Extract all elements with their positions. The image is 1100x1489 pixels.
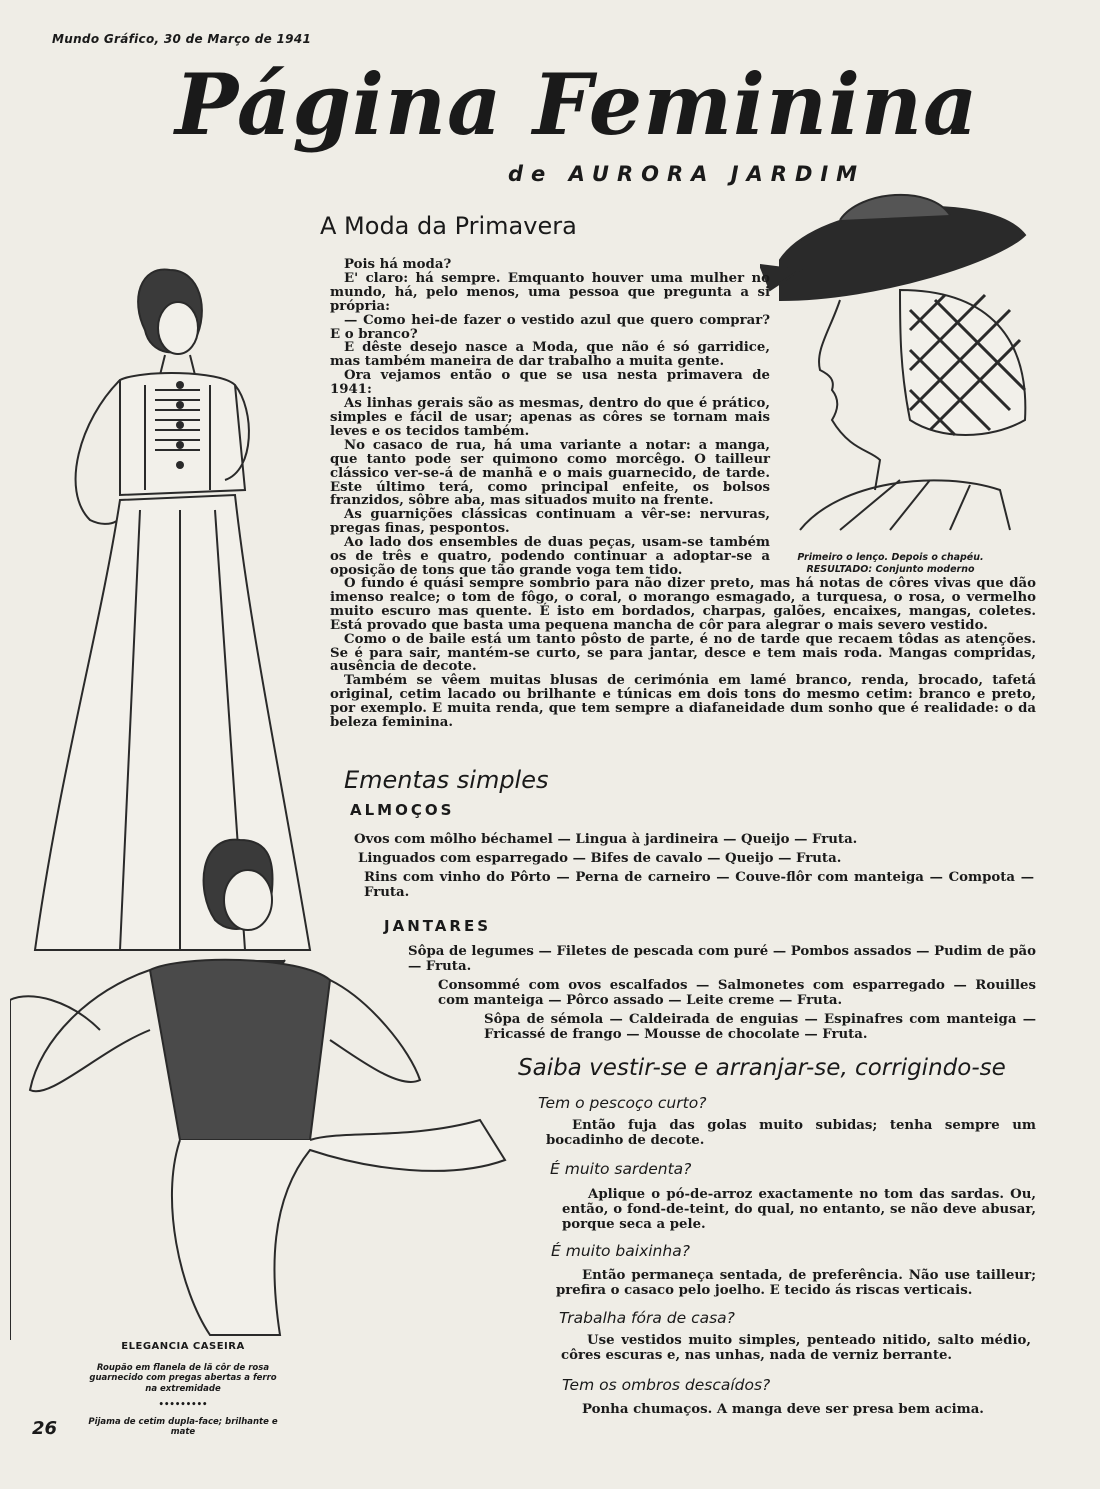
paragraph: No casaco de rua, há uma variante a notar: a manga, que tanto pode ser quimono como morcêgo. O tailleur clássico ver-se-á de manhã e o mais guarnecido, de tarde. Este último terá, como principal enfeite, os bolsos franzidos, sôbre aba, mas situados muito na frente. (330, 437, 770, 509)
menu-item: Rins com vinho do Pôrto — Perna de carneiro — Couve-flôr com manteiga — Compota — Fruta. (364, 870, 1034, 900)
elegancia-caption (88, 1342, 278, 1438)
paragraph: Como o de baile está um tanto pôsto de parte, é no de tarde que recaem tôdas as atenções. Se é para sair, mantém-se curto, se para jantar, desce e tem mais roda. Mangas compridas, ausência de decote. (330, 631, 1036, 675)
menu-item: Consommé com ovos escalfados — Salmonetes com esparregado — Rouilles com manteiga — Pôrco assado — Leite creme — Fruta. (438, 978, 1036, 1008)
hat-caption-line2: RESULTADO: Conjunto moderno (806, 564, 975, 575)
moda-column-text (330, 258, 770, 578)
menu-item: Ovos com môlho béchamel — Lingua à jardineira — Queijo — Fruta. (354, 832, 858, 847)
saiba-heading: Saiba vestir-se e arranjar-se, corrigindo-se (518, 1055, 1006, 1081)
paragraph: Pois há moda? (344, 257, 452, 272)
paragraph: As guarnições clássicas continuam a vêr-se: nervuras, pregas finas, pespontos. (330, 507, 770, 537)
answer-text (556, 1402, 996, 1417)
page-title: Página Feminina (175, 55, 979, 154)
question-heading: É muito baixinha? (551, 1242, 690, 1260)
answer-paragraph: Use vestidos muito simples, penteado nitido, salto médio, côres escuras e, nas unhas, nada de verniz berrante. (561, 1333, 1031, 1363)
hat-caption-line1: Primeiro o lenço. Depois o chapéu. (797, 552, 984, 563)
paragraph: As linhas gerais são as mesmas, dentro do que é prático, simples e fácil de usar; apenas as côres se tornam mais leves e os tecidos também. (330, 396, 770, 439)
menu-item: Sôpa de sémola — Caldeirada de enguias — Espinafres com manteiga — Fricassé de frango — Mousse de chocolate — Fruta. (484, 1012, 1036, 1042)
paragraph: O fundo é quási sempre sombrio para não dizer preto, mas há notas de côres vivas que dão imenso realce; o tom de fôgo, o coral, o morango esmagado, a turquesa, o rosa, o vermelho muito escuro mas quente. É isto em bordados, charpas, galões, encaixes, mangas, coletes. Está provado que basta uma pequena mancha de côr para alegrar o mais severo vestido. (330, 576, 1036, 633)
paragraph: Ora vejamos então o que se usa nesta primavera de 1941: (330, 368, 770, 398)
publication-line: Mundo Gráfico, 30 de Março de 1941 (52, 32, 312, 46)
menu-item: Linguados com esparregado — Bifes de cavalo — Queijo — Fruta. (358, 851, 842, 866)
paragraph: E dêste desejo nasce a Moda, que não é só garridice, mas também maneira de dar trabalho a muita gente. (330, 340, 770, 370)
answer-text (556, 1268, 1036, 1298)
jantares-list (408, 944, 1036, 1046)
question-heading: Tem o pescoço curto? (538, 1094, 707, 1112)
page-number: 26 (32, 1418, 58, 1439)
byline: de AURORA JARDIM (508, 162, 866, 186)
question-heading: É muito sardenta? (550, 1160, 692, 1178)
jantares-label: JANTARES (384, 917, 492, 935)
answer-text (546, 1118, 1036, 1148)
caption-separator: ••••••••• (158, 1400, 208, 1410)
ementas-heading: Ementas simples (344, 766, 549, 794)
answer-paragraph: Ponha chumaços. A manga deve ser presa bem acima. (582, 1402, 984, 1417)
moda-full-text (330, 577, 1036, 730)
answer-text (561, 1333, 1031, 1363)
almocos-list (354, 832, 1034, 904)
question-heading: Tem os ombros descaídos? (562, 1376, 771, 1394)
answer-paragraph: Então permaneça sentada, de preferência. Não use tailleur; prefira o casaco pelo joelho. E tecido ás riscas verticais. (556, 1268, 1036, 1298)
paragraph: Ao lado dos ensembles de duas peças, usam-se também os de três e quatro, podendo continuar a adoptar-se a oposição de tons que tão grande voga tem tido. (330, 535, 770, 578)
almocos-label: ALMOÇOS (350, 801, 455, 819)
moda-heading: A Moda da Primavera (320, 212, 577, 240)
hat-caption (788, 552, 993, 576)
paragraph: — Como hei-de fazer o vestido azul que quero comprar? E o branco? (330, 312, 770, 342)
answer-paragraph: Aplique o pó-de-arroz exactamente no tom das sardas. Ou, então, o fond-de-teint, do qual, no entanto, se não deve abusar, porque seca a pele. (562, 1187, 1036, 1232)
question-heading: Trabalha fóra de casa? (559, 1309, 735, 1327)
answer-paragraph: Então fuja das golas muito subidas; tenha sempre um bocadinho de decote. (546, 1118, 1036, 1148)
menu-item: Sôpa de legumes — Filetes de pescada com puré — Pombos assados — Pudim de pão — Fruta. (408, 944, 1036, 974)
caption-line1: Roupão em flanela de lã côr de rosa guarnecido com pregas abertas a ferro na extremidade (89, 1362, 277, 1394)
caption-title: ELEGANCIA CASEIRA (121, 1341, 245, 1352)
paragraph: Também se vêem muitas blusas de cerimónia em lamé branco, renda, brocado, tafetá original, cetim lacado ou brilhante e túnicas em dois tons do mesmo cetim: branco e preto, por exemplo. E muita renda, que tem sempre a diafaneidade dum sonho que é realidade: o da beleza feminina. (330, 673, 1036, 731)
answer-text (562, 1187, 1036, 1232)
caption-line2: Pijama de cetim dupla-face; brilhante e mate (88, 1416, 278, 1437)
hat-profile-illustration (760, 190, 1040, 550)
paragraph: E' claro: há sempre. Emquanto houver uma mulher no mundo, há, pelo menos, uma pessoa que pregunta a si própria: (330, 270, 770, 314)
